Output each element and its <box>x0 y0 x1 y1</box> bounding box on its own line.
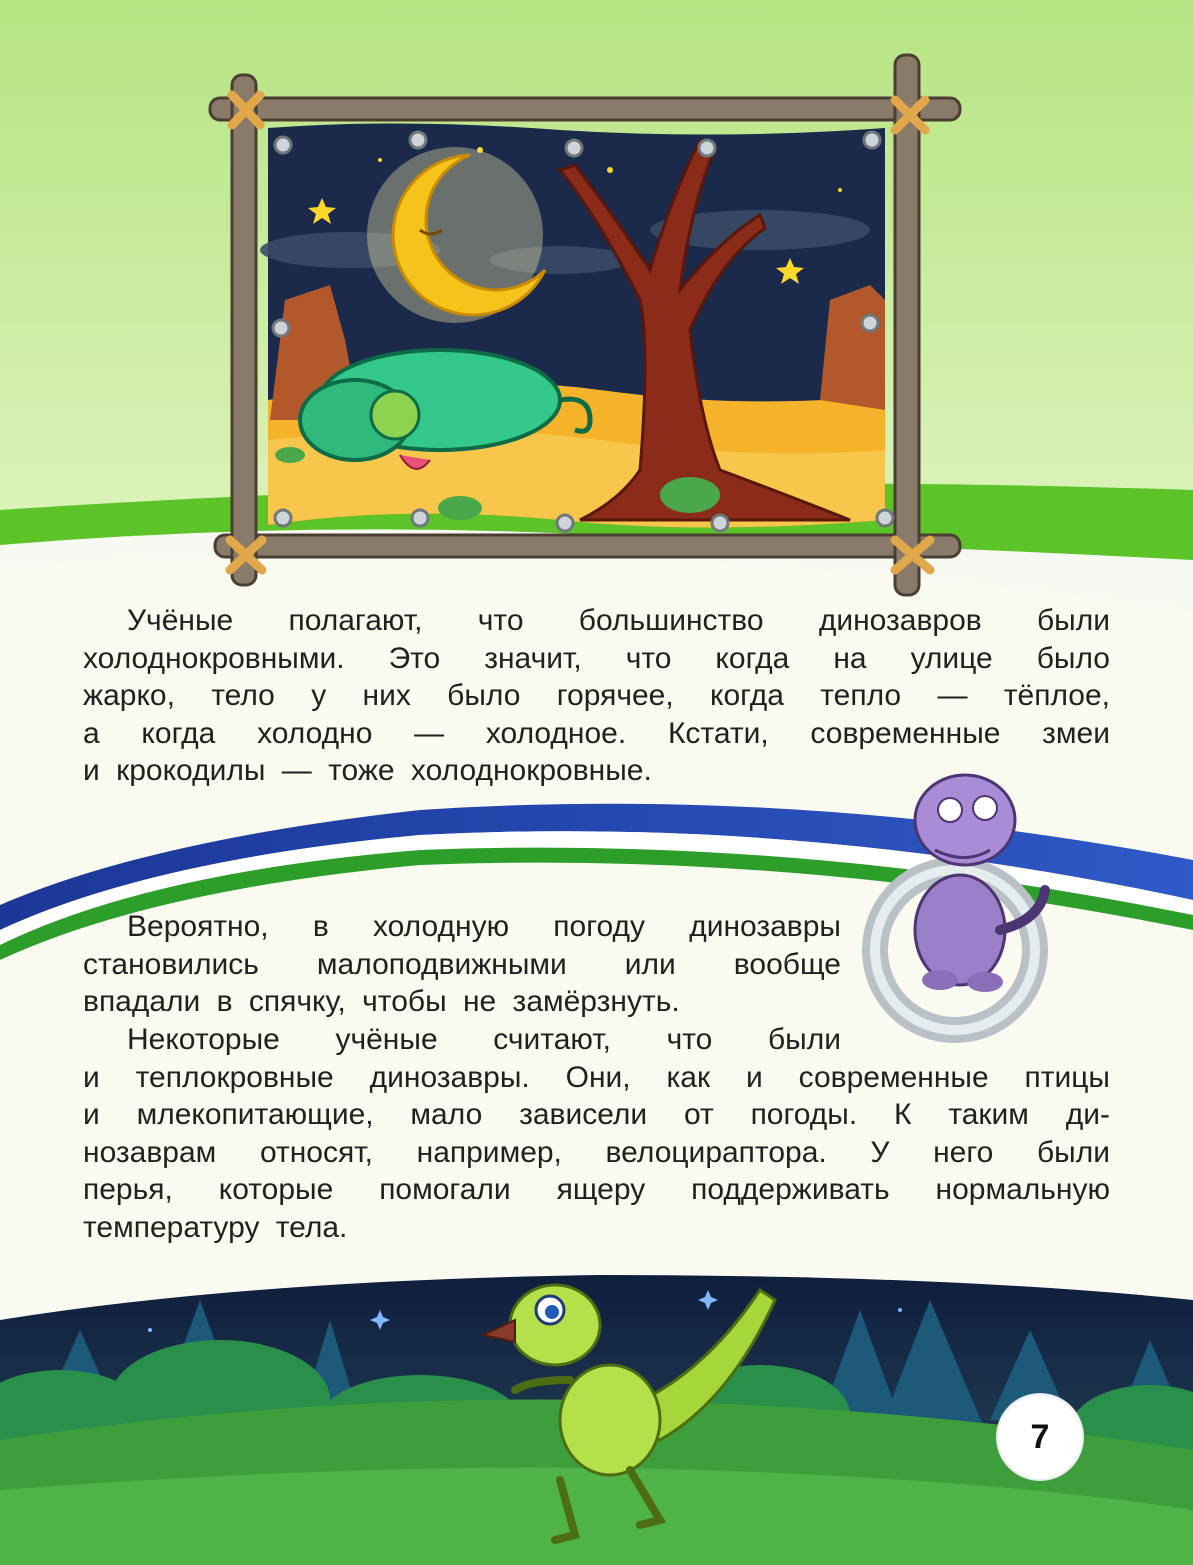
text-line: впадали в спячку, чтобы не замёрзнуть. <box>83 985 680 1018</box>
paragraph-hibernation <box>83 908 841 1021</box>
text-line: а когда холодно — холодное. Кстати, современные змеи <box>83 716 1110 750</box>
text-line: температуру тела. <box>83 1210 348 1244</box>
text-line: холоднокровными. Это значит, что когда на улице было <box>83 641 1110 675</box>
text-line: Некоторые учёные считают, что были <box>127 1023 841 1056</box>
text-line: Вероятно, в холодную погоду динозавры <box>127 910 841 943</box>
text-line: и млекопитающие, мало зависели от погоды. К таким ди- <box>83 1098 1110 1131</box>
page-number: 7 <box>998 1395 1082 1479</box>
text-line: нозаврам относят, например, велоцираптора. У него были <box>83 1135 1110 1169</box>
text-line: и теплокровные динозавры. Они, как и современные птицы <box>83 1060 1110 1094</box>
text-line: перья, которые помогали ящеру поддерживать нормальную <box>83 1173 1110 1206</box>
text-line: становились малоподвижными или вообще <box>83 947 841 981</box>
text-line: Учёные полагают, что большинство динозавров были <box>127 604 1110 637</box>
paragraph-warm-blooded <box>83 1021 1110 1246</box>
paragraph-cold-blooded <box>83 602 1110 790</box>
text-line: жарко, тело у них было горячее, когда тепло — тёплое, <box>83 679 1110 712</box>
text-line: и крокодилы — тоже холоднокровные. <box>83 754 652 787</box>
